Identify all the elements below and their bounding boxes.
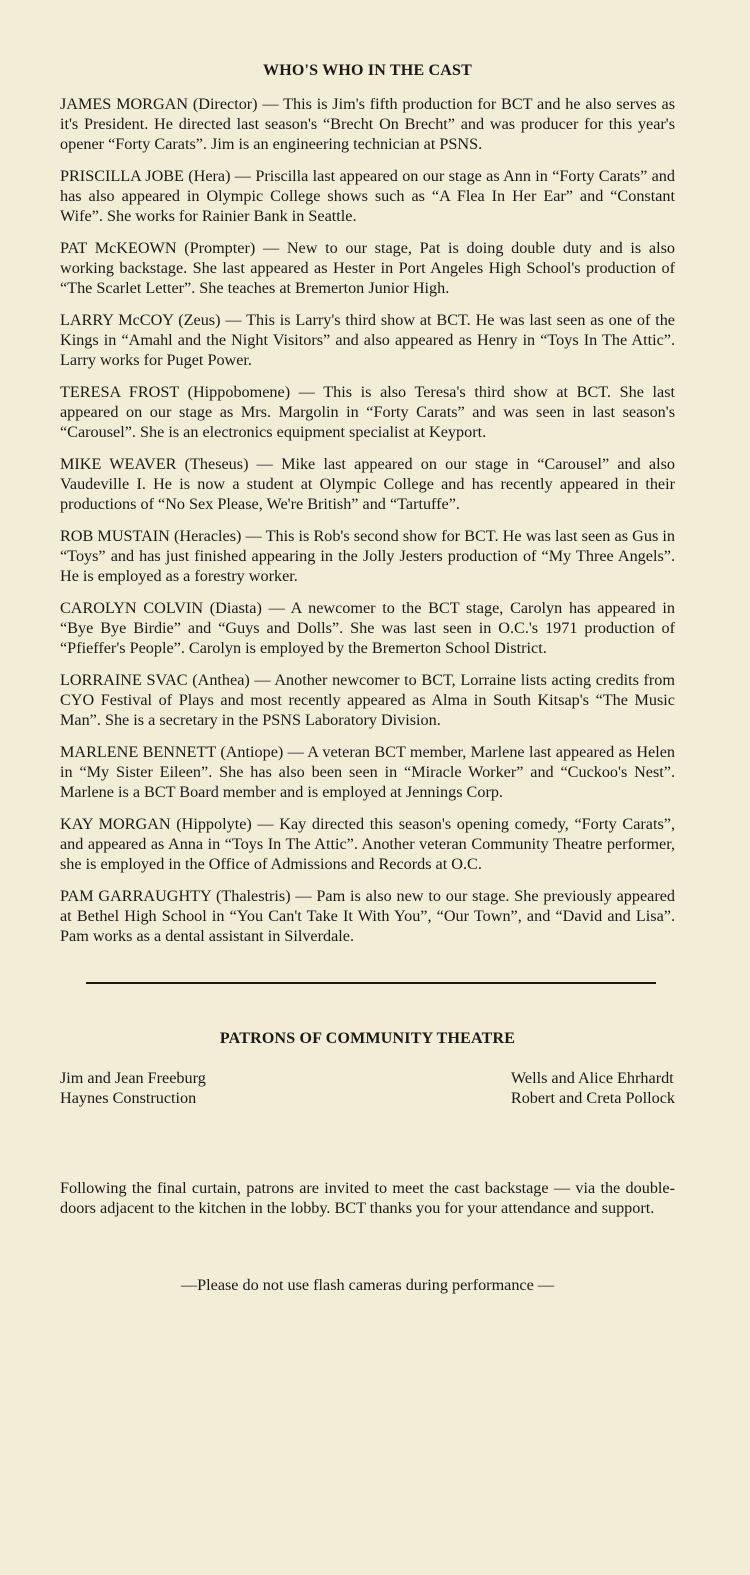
cast-entry-marlene-bennett: MARLENE BENNETT (Antiope) — A veteran BCT member, Marlene last appeared as Helen in “My Sister Eileen”. She has also been seen in “Miracle Worker” and “Cuckoo's Nest”. Marlene is a BCT Board member and is employed at Jennings Corp. (60, 743, 675, 801)
patrons-list (60, 1068, 675, 1108)
cast-entry-teresa-frost: TERESA FROST (Hippobomene) — This is also Teresa's third show at BCT. She last appeared on our stage as Mrs. Margolin in “Forty Carats” and was seen in last season's “Carousel”. She is an electronics equipment specialist at Keyport. (60, 383, 675, 441)
cast-entry-rob-mustain: ROB MUSTAIN (Heracles) — This is Rob's second show for BCT. He was last seen as Gus in “Toys” and has just finished appearing in the Jolly Jesters production of “My Three Angels”. He is employed as a forestry worker. (60, 527, 675, 585)
section-divider (86, 982, 656, 984)
patron-name: Wells and Alice Ehrhardt (510, 1069, 674, 1087)
patrons-column-left (60, 1068, 206, 1108)
cast-entry-larry-mccoy: LARRY McCOY (Zeus) — This is Larry's third show at BCT. He was last seen as one of the Kings in “Amahl and the Night Visitors” and also appeared as Henry in “Toys In The Attic”. Larry works for Puget Power. (60, 311, 675, 369)
cast-entry-lorraine-svac: LORRAINE SVAC (Anthea) — Another newcomer to BCT, Lorraine lists acting credits from CYO Festival of Plays and most recently appeared as Alma in South Kitsap's “The Music Man”. She is a secretary in the PSNS Laboratory Division. (60, 671, 675, 729)
cast-heading: WHO'S WHO IN THE CAST (263, 62, 472, 79)
patrons-heading: PATRONS OF COMMUNITY THEATRE (219, 1030, 516, 1047)
cast-entry-mike-weaver: MIKE WEAVER (Theseus) — Mike last appeared on our stage in “Carousel” and also Vaudeville I. He is now a student at Olympic College and has recently appeared in their productions of “No Sex Please, We're British” and “Tartuffe”. (60, 455, 675, 513)
cast-entry-priscilla-jobe: PRISCILLA JOBE (Hera) — Priscilla last appeared on our stage as Ann in “Forty Carats” and has also appeared in Olympic College shows such as “A Flea In Her Ear” and “Constant Wife”. She works for Rainier Bank in Seattle. (60, 167, 675, 225)
backstage-note: Following the final curtain, patrons are invited to meet the cast backstage — via the double-doors adjacent to the kitchen in the lobby. BCT thanks you for your attendance and support. (60, 1179, 675, 1217)
patrons-column-right (511, 1068, 675, 1108)
patron-name: Haynes Construction (60, 1089, 197, 1107)
cast-entry-kay-morgan: KAY MORGAN (Hippolyte) — Kay directed this season's opening comedy, “Forty Carats”, and appeared as Anna in “Toys In The Attic”. Another veteran Community Theatre performer, she is employed in the Office of Admissions and Records at O.C. (60, 815, 675, 873)
patron-name: Robert and Creta Pollock (510, 1089, 675, 1107)
flash-camera-notice: —Please do not use flash cameras during performance — (180, 1276, 555, 1294)
cast-entry-pat-mckeown: PAT McKEOWN (Prompter) — New to our stage, Pat is doing double duty and is also working backstage. She last appeared as Hester in Port Angeles High School's production of “The Scarlet Letter”. She teaches at Bremerton Junior High. (60, 239, 675, 297)
cast-list (60, 94, 675, 946)
cast-entry-james-morgan: JAMES MORGAN (Director) — This is Jim's fifth production for BCT and he also serves as it's President. He directed last season's “Brecht On Brecht” and was producer for this year's opener “Forty Carats”. Jim is an engineering technician at PSNS. (60, 95, 675, 153)
patron-name: Jim and Jean Freeburg (60, 1069, 206, 1087)
cast-entry-carolyn-colvin: CAROLYN COLVIN (Diasta) — A newcomer to the BCT stage, Carolyn has appeared in “Bye Bye Birdie” and “Guys and Dolls”. She was last seen in O.C.'s 1971 production of “Pfieffer's People”. Carolyn is employed by the Bremerton School District. (60, 599, 675, 657)
cast-entry-pam-garraughty: PAM GARRAUGHTY (Thalestris) — Pam is also new to our stage. She previously appeared at Bethel High School in “You Can't Take It With You”, “Our Town”, and “David and Lisa”. Pam works as a dental assistant in Silverdale. (60, 887, 675, 945)
